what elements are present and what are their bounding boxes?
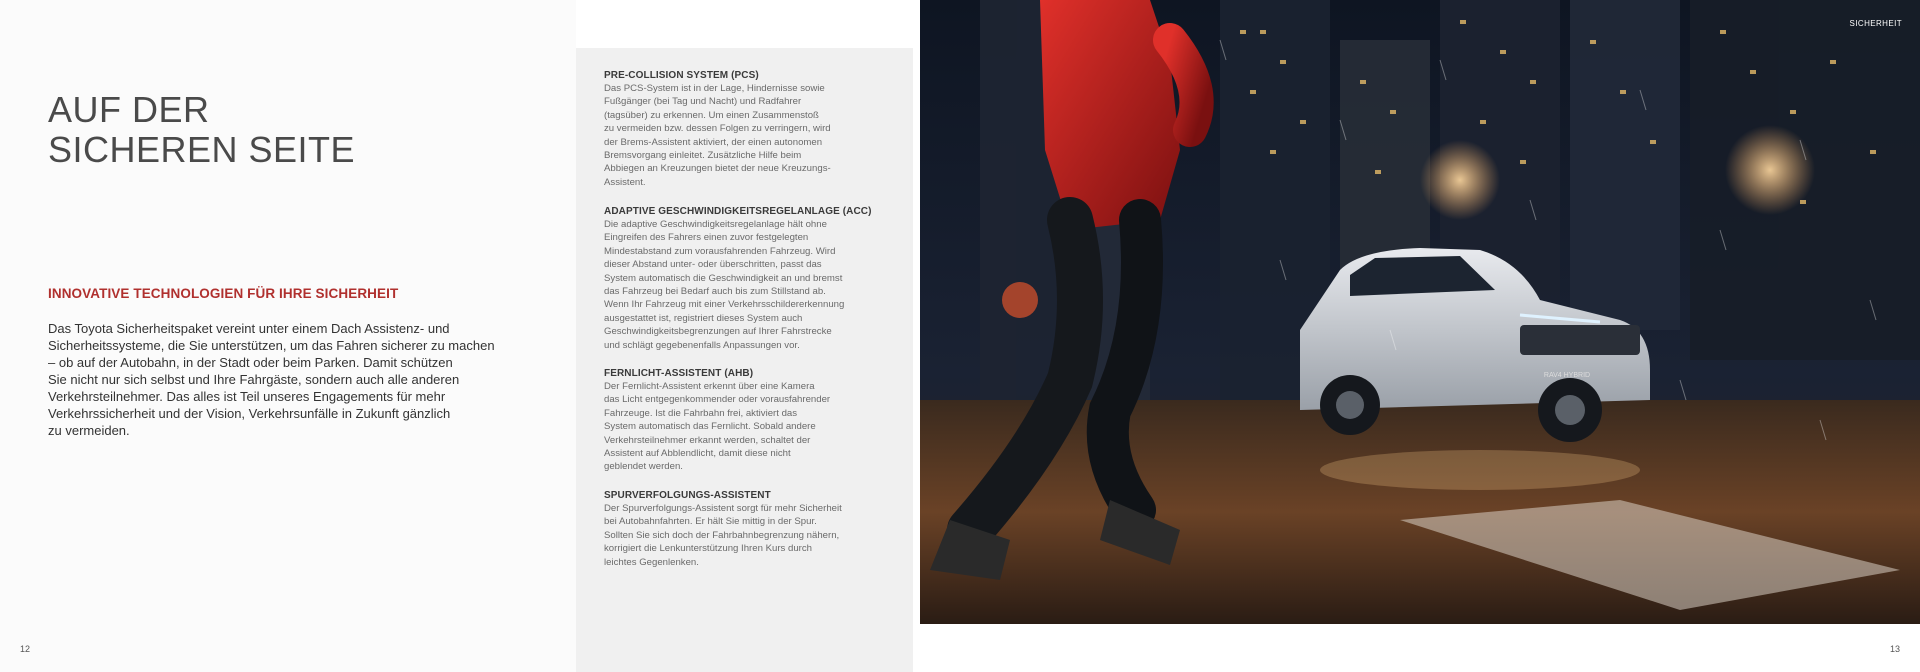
section-tag: SICHERHEIT: [1849, 19, 1902, 28]
feature-title: FERNLICHT-ASSISTENT (AHB): [604, 368, 754, 379]
intro-line: Verkehrsteilnehmer. Das alles ist Teil unseres Engagements für mehr: [48, 389, 446, 404]
feature-line: Der Fernlicht-Assistent erkennt über eine Kamera: [604, 381, 815, 392]
feature-ahb: [604, 367, 894, 474]
night-city-illustration: [920, 0, 1920, 624]
feature-line: Assistent.: [604, 176, 646, 188]
feature-title: PRE-COLLISION SYSTEM (PCS): [604, 70, 759, 81]
section-subheadline: INNOVATIVE TECHNOLOGIEN FÜR IHRE SICHERHEIT: [48, 286, 399, 301]
left-page: [0, 0, 576, 672]
headline-line-2: SICHEREN SEITE: [48, 129, 356, 170]
car-badge: RAV4 HYBRID: [1543, 372, 1591, 379]
feature-line: Abbiegen an Kreuzungen bietet der neue Kreuzungs-: [604, 163, 831, 175]
feature-line: (tagsüber) zu erkennen. Um einen Zusammenstoß: [604, 109, 819, 121]
feature-title: ADAPTIVE GESCHWINDIGKEITSREGELANLAGE (ACC): [604, 206, 872, 217]
feature-line: Verkehrsteilnehmer erkannt werden, schaltet der: [604, 434, 811, 446]
feature-description: [604, 218, 894, 352]
light-reflection: [1320, 450, 1640, 490]
page-headline: [48, 90, 355, 170]
headline-line-1: AUF DER: [48, 89, 210, 130]
feature-acc: [604, 205, 894, 352]
feature-pcs: [604, 69, 894, 189]
hero-photo: [920, 0, 1920, 624]
feature-description: [604, 502, 894, 569]
feature-line: der Brems-Assistent aktiviert, der einen autonomen: [604, 136, 823, 148]
page-number-right: 13: [1889, 644, 1900, 654]
intro-line: Verkehrssicherheit und der Vision, Verkehrsunfälle in Zukunft gänzlich: [48, 406, 451, 421]
feature-line: Wenn Ihr Fahrzeug mit einer Verkehrsschildererkennung: [604, 299, 845, 311]
feature-line: Assistent auf Abblendlicht, damit diese nicht: [604, 448, 791, 460]
feature-line: korrigiert die Lenkunterstützung Ihren Kurs durch: [604, 543, 812, 555]
intro-line: – ob auf der Autobahn, in der Stadt oder beim Parken. Damit schützen: [48, 355, 453, 370]
feature-panel: [576, 48, 913, 672]
feature-description: [604, 82, 894, 189]
street-light-glow: [1725, 125, 1815, 215]
intro-line: Sie nicht nur sich selbst und Ihre Fahrgäste, sondern auch alle anderen: [48, 372, 460, 387]
feature-line: dieser Abstand unter- oder überschritten, passt das: [604, 259, 822, 271]
feature-line: leichtes Gegenlenken.: [604, 556, 699, 568]
feature-line: Das PCS-System ist in der Lage, Hindernisse sowie: [604, 83, 825, 94]
intro-line: Sicherheitssysteme, die Sie unterstützen, um das Fahren sicherer zu machen: [48, 338, 495, 353]
feature-line: Die adaptive Geschwindigkeitsregelanlage hält ohne: [604, 219, 827, 230]
feature-line: das Fahrzeug bei Bedarf auch bis zum Stillstand ab.: [604, 286, 826, 298]
feature-line: ausgestattet ist, registriert dieses System auch: [604, 312, 803, 324]
feature-line: System automatisch das Fernlicht. Sobald andere: [604, 421, 816, 433]
page-number-left: 12: [20, 644, 31, 654]
feature-line: Fahrzeuge. Ist die Fahrbahn frei, aktiviert das: [604, 407, 798, 419]
feature-line: Fußgänger (bei Tag und Nacht) und Radfahrer: [604, 96, 802, 108]
intro-line: zu vermeiden.: [48, 423, 130, 438]
feature-line: Der Spurverfolgungs-Assistent sorgt für mehr Sicherheit: [604, 503, 842, 514]
feature-title: SPURVERFOLGUNGS-ASSISTENT: [604, 490, 771, 501]
feature-line: System automatisch die Geschwindigkeit an und bremst: [604, 272, 843, 284]
feature-description: [604, 380, 894, 474]
feature-line: Mindestabstand zum vorausfahrenden Fahrzeug. Wird: [604, 245, 836, 257]
intro-paragraph: [48, 320, 518, 439]
feature-line: geblendet werden.: [604, 461, 683, 473]
feature-line: bei Autobahnfahrten. Er hält Sie mittig in der Spur.: [604, 516, 817, 528]
feature-line: zu vermeiden bzw. dessen Folgen zu verringern, wird: [604, 123, 831, 135]
feature-line: Eingreifen des Fahrers einen zuvor festgelegten: [604, 232, 809, 244]
street-light-glow: [1420, 140, 1500, 220]
feature-line: Bremsvorgang einleitet. Zusätzliche Hilfe beim: [604, 150, 802, 162]
feature-line: Geschwindigkeitsbegrenzungen auf Ihrer Fahrstrecke: [604, 326, 832, 338]
feature-line: Sollten Sie sich doch der Fahrbahnbegrenzung nähern,: [604, 529, 840, 541]
intro-line: Das Toyota Sicherheitspaket vereint unter einem Dach Assistenz- und: [48, 321, 450, 336]
feature-line: das Licht entgegenkommender oder vorausfahrender: [604, 394, 831, 406]
feature-line: und schlägt gegebenenfalls Anpassungen vor.: [604, 339, 800, 351]
feature-lta: [604, 489, 894, 569]
traffic-light-glow: [1002, 282, 1038, 318]
